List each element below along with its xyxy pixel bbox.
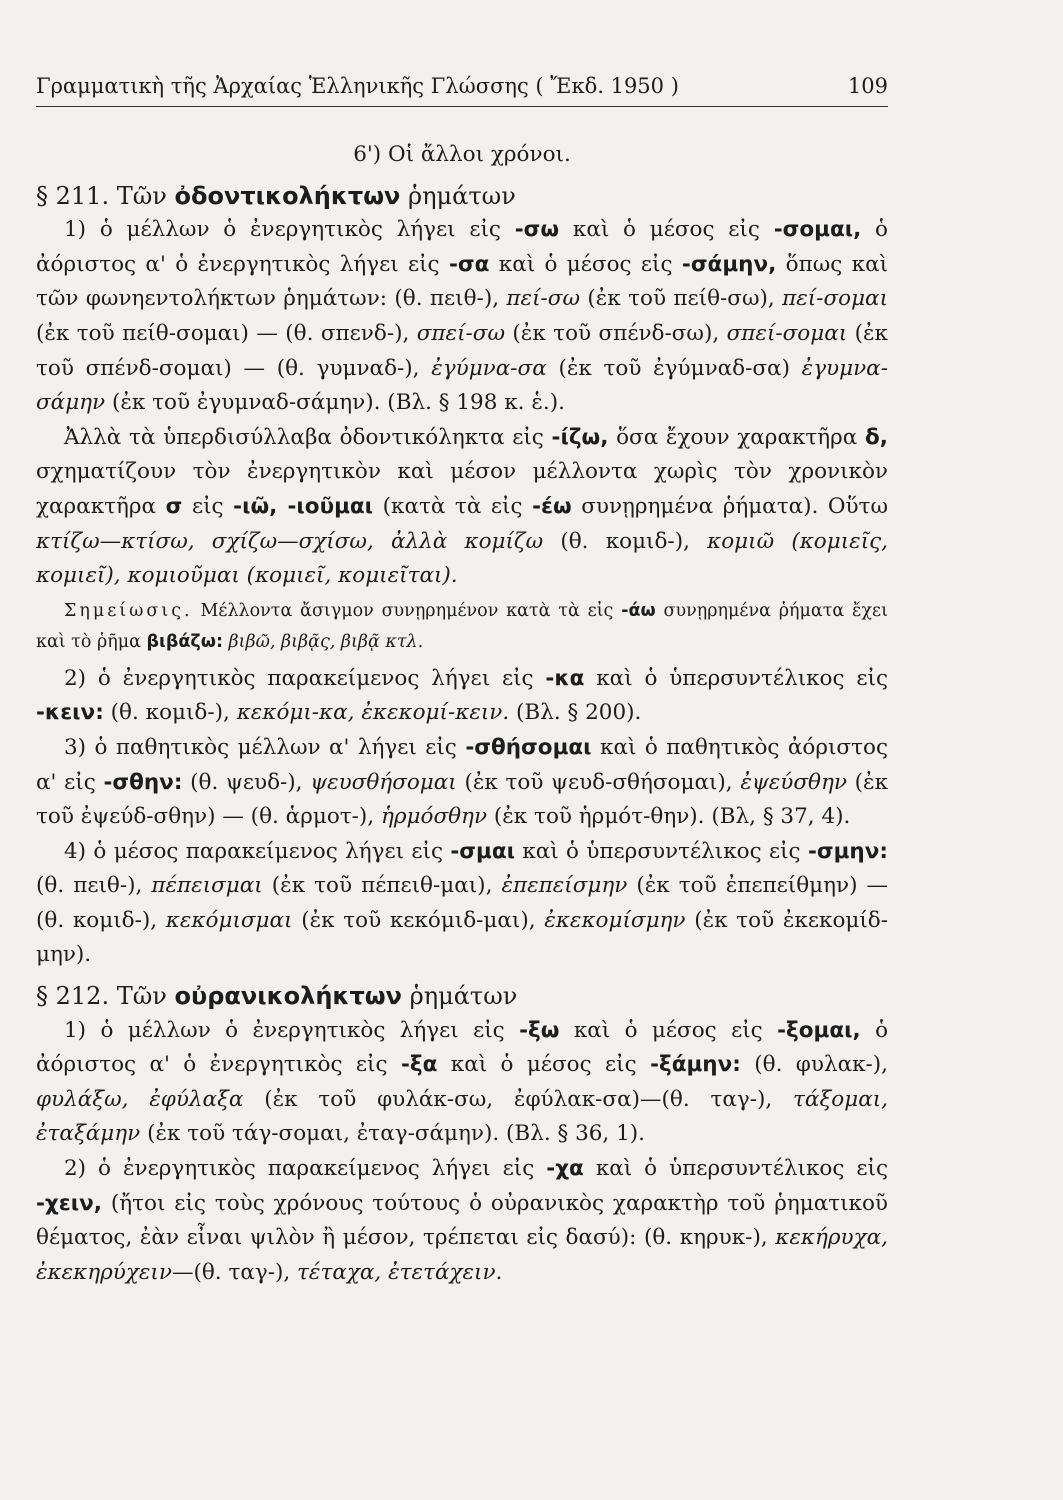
text-run: (ἐκ τοῦ ἐκεκομίδ-μην). — [36, 907, 888, 968]
text-run: -ξα — [400, 1052, 438, 1078]
text-run: ψευσθήσομαι — [310, 769, 457, 795]
text-run: -κα — [545, 665, 585, 691]
text-run: -ξάμην: — [650, 1052, 741, 1078]
text-run: -ξω — [519, 1017, 560, 1043]
section-number: § 212. — [36, 982, 110, 1011]
paragraph — [36, 1014, 888, 1152]
paragraph — [36, 731, 888, 835]
text-run: καὶ ὁ ὑπερσυντέλικος εἰς — [595, 1156, 888, 1182]
text-run: βιβάζω: — [146, 631, 223, 652]
text-run: Μέλλοντα ἄσιγμον συνῃρημένον κατὰ τὰ εἰς — [200, 600, 614, 621]
text-run: (ἐκ τοῦ ἐγυμναδ-σάμην). (Βλ. § 198 κ. ἑ.). — [111, 390, 565, 416]
paragraph — [36, 1152, 888, 1290]
text-run: (ἐκ τοῦ τάγ-σομαι, ἐταγ-σάμην). (Βλ. § 36, 1). — [147, 1121, 646, 1147]
text-run: -σα — [448, 251, 490, 277]
text-run: -ίζω, — [551, 424, 609, 450]
text-run: -σω — [514, 217, 560, 243]
header-title: Γραμματικὴ τῆς Ἀρχαίας Ἑλληνικῆς Γλώσσης ( Ἔκδ. 1950 ) — [36, 74, 679, 98]
text-run: κεκόμισμαι — [165, 907, 293, 933]
text-run: (ἐκ τοῦ ἐψεύδ-σθην) — (θ. ἁρμοτ-), — [36, 769, 889, 830]
text-run: -χειν, — [36, 1190, 102, 1216]
text-run: 2) ὁ ἐνεργητικὸς παρακείμενος λήγει εἰς — [64, 1156, 535, 1182]
text-run: -σθην: — [103, 769, 183, 795]
text-run: -ξομαι, — [777, 1017, 861, 1043]
text-run: σπεί-σω — [416, 320, 505, 346]
text-run: -σάμην, — [681, 251, 777, 277]
text-run: κτίζω—κτίσω, σχίζω—σχίσω, ἀλλὰ κομίζω — [36, 528, 544, 554]
text-run: Ἀλλὰ τὰ ὑπερδισύλλαβα ὀδοντικόληκτα εἰς — [64, 424, 544, 450]
note-label: Σημείωσις. — [64, 600, 193, 621]
text-run: (θ. φυλακ-), — [754, 1052, 889, 1078]
text-run: 4) ὁ μέσος παρακείμενος λήγει εἰς — [64, 838, 443, 864]
text-run: -σμην: — [807, 838, 888, 864]
text-run: (θ. κομιδ-), — [560, 528, 690, 554]
text-run: καὶ ὁ ὑπερσυντέλικος εἰς — [522, 838, 801, 864]
text-run: 1) ὁ μέλλων ὁ ἐνεργητικὸς λήγει εἰς — [64, 217, 501, 243]
text-run: σχηματίζουν τὸν ἐνεργητικὸν καὶ μέσον μέλλοντα χωρὶς τὸν χρονικὸν χαρακτῆρα — [36, 459, 888, 519]
text-run: Τῶν — [116, 982, 167, 1011]
paragraph — [36, 213, 888, 421]
page-number: 109 — [847, 74, 888, 98]
text-run: πεί-σομαι — [782, 286, 888, 312]
text-run: (ἐκ τοῦ ἐγύμναδ-σα) — [558, 355, 790, 381]
text-run: -σμαι — [450, 838, 515, 864]
running-header — [36, 74, 888, 107]
text-run: (θ. πειθ-), — [36, 873, 143, 899]
text-run: (ἐκ τοῦ πέπειθ-μαι), — [271, 873, 493, 899]
note — [36, 596, 888, 658]
text-run: (ἐκ τοῦ κεκόμιδ-μαι), — [301, 907, 536, 933]
text-run: (ἐκ τοῦ φυλάκ-σω, ἐφύλακ-σα)—(θ. ταγ-), — [264, 1086, 773, 1112]
text-run: -άω — [621, 600, 656, 621]
text-run: (Βλ. § 200). — [516, 700, 642, 726]
text-run: καὶ ὁ ὑπερσυντέλικος εἰς — [596, 665, 888, 691]
text-run: πεί-σω — [506, 286, 580, 312]
text-run: -σομαι, — [773, 217, 862, 243]
text-run: κεκήρυχα, ἐκεκηρύχειν — [36, 1225, 888, 1285]
text-run: συνῃρημένα ῥήματα). Οὕτω — [581, 493, 889, 519]
text-run: δ, — [865, 424, 888, 450]
text-run: 2) ὁ ἐνεργητικὸς παρακείμενος λήγει εἰς — [64, 665, 534, 691]
text-run: -κειν: — [36, 700, 104, 726]
text-run: ὅσα ἔχουν χαρακτῆρα — [616, 424, 858, 450]
text-run: ὅπως καὶ τῶν φωνηεντολήκτων ῥημάτων: (θ. πειθ-), — [36, 251, 889, 312]
text-run: καὶ ὁ μέσος εἰς — [450, 1052, 637, 1078]
section-number: § 211. — [36, 181, 110, 210]
text-run: (ἐκ τοῦ ἡρμότ-θην). (Βλ, § 37, 4). — [493, 804, 851, 830]
text-run: καὶ ὁ μέσος εἰς — [572, 217, 760, 243]
text-run: ῥημάτων — [409, 982, 518, 1011]
section-keyword: ὀδοντικολήκτων — [174, 181, 401, 210]
text-run: (θ. ψευδ-), — [190, 769, 303, 795]
text-run: ῥημάτων — [408, 181, 516, 210]
text-run: (κατὰ τὰ εἰς — [382, 493, 523, 519]
text-run: καὶ ὁ μέσος εἰς — [573, 1017, 763, 1043]
text-run: (ἐκ τοῦ σπένδ-σομαι) — (θ. γυμναδ-), — [36, 320, 888, 381]
text-run: ἐψεύσθην — [740, 769, 847, 795]
text-run: εἰς — [191, 493, 224, 519]
page-body — [36, 138, 888, 1290]
text-run: τέταχα, ἐτετάχειν. — [297, 1259, 503, 1285]
text-run: 1) ὁ μέλλων ὁ ἐνεργητικὸς λήγει εἰς — [64, 1017, 505, 1043]
text-run: (θ. κομιδ-), — [110, 700, 230, 726]
text-run: ἐγύμνα-σα — [431, 355, 547, 381]
text-run: κομιῶ (κομιεῖς, κομιεῖ), κομιοῦμαι (κομιεῖ, κομιεῖται). — [36, 528, 888, 589]
text-run: βιβῶ, βιβᾷς, βιβᾷ κτλ. — [228, 631, 424, 652]
text-run: σ — [165, 493, 183, 519]
text-run: ἐπεπείσμην — [501, 873, 628, 899]
text-run: κεκόμι-κα, ἐκεκομί-κειν. — [236, 700, 510, 726]
text-run: (ἐκ τοῦ πείθ-σομαι) — (θ. σπενδ-), — [36, 320, 410, 346]
text-run: ἐκεκομίσμην — [544, 907, 686, 933]
text-run: ἡρμόσθην — [381, 804, 488, 830]
text-run: ὁ ἀόριστος α' ὁ ἐνεργητικὸς εἰς — [36, 1017, 889, 1078]
text-run: (ἐκ τοῦ πείθ-σω), — [587, 286, 775, 312]
text-run: σπεί-σομαι — [726, 320, 848, 346]
text-run: -σθήσομαι — [465, 734, 592, 760]
text-run: —(θ. ταγ-), — [171, 1259, 291, 1285]
text-run: (ἐκ τοῦ ψευδ-σθήσομαι), — [464, 769, 733, 795]
text-run: Τῶν — [116, 181, 167, 210]
subheading: 6') Οἱ ἄλλοι χρόνοι. — [353, 142, 571, 167]
paragraph — [36, 421, 888, 594]
text-run: -έω — [532, 493, 572, 519]
text-run: συνῃρημένα ῥήματα ἔχει καὶ τὸ ῥῆμα — [36, 600, 888, 652]
text-run: τάξομαι, ἐταξάμην — [36, 1086, 888, 1147]
text-run: -χα — [546, 1156, 584, 1182]
paragraph — [36, 662, 888, 731]
text-run: -ιῶ, -ιοῦμαι — [233, 493, 374, 519]
section-212-heading — [36, 979, 888, 1014]
text-run: ἐγυμνα-σάμην — [36, 355, 888, 416]
text-run: (ἤτοι εἰς τοὺς χρόνους τούτους ὁ οὐρανικὸς χαρακτὴρ τοῦ ῥηματικοῦ θέματος, ἐὰν εἶναι ψιλὸν ἢ μέσον, τρέπεται εἰς δασύ): (θ. κηρυκ-), — [36, 1190, 888, 1251]
section-211-heading — [36, 179, 888, 214]
text-run: ὁ ἀόριστος α' ὁ ἐνεργητικὸς λήγει εἰς — [36, 217, 888, 277]
text-run: φυλάξω, ἐφύλαξα — [36, 1086, 244, 1112]
text-run: καὶ ὁ μέσος εἰς — [498, 251, 673, 277]
text-run: (ἐκ τοῦ ἐπεπείθμην) — (θ. κομιδ-), — [36, 873, 888, 933]
text-run: πέπεισμαι — [151, 873, 263, 899]
paragraph — [36, 835, 888, 973]
section-keyword: οὐρανικολήκτων — [174, 982, 402, 1011]
text-run: 3) ὁ παθητικὸς μέλλων α' λήγει εἰς — [64, 734, 457, 760]
text-run: (ἐκ τοῦ σπένδ-σω), — [512, 320, 720, 346]
text-run: καὶ ὁ παθητικὸς ἀόριστος α' εἰς — [36, 734, 888, 795]
